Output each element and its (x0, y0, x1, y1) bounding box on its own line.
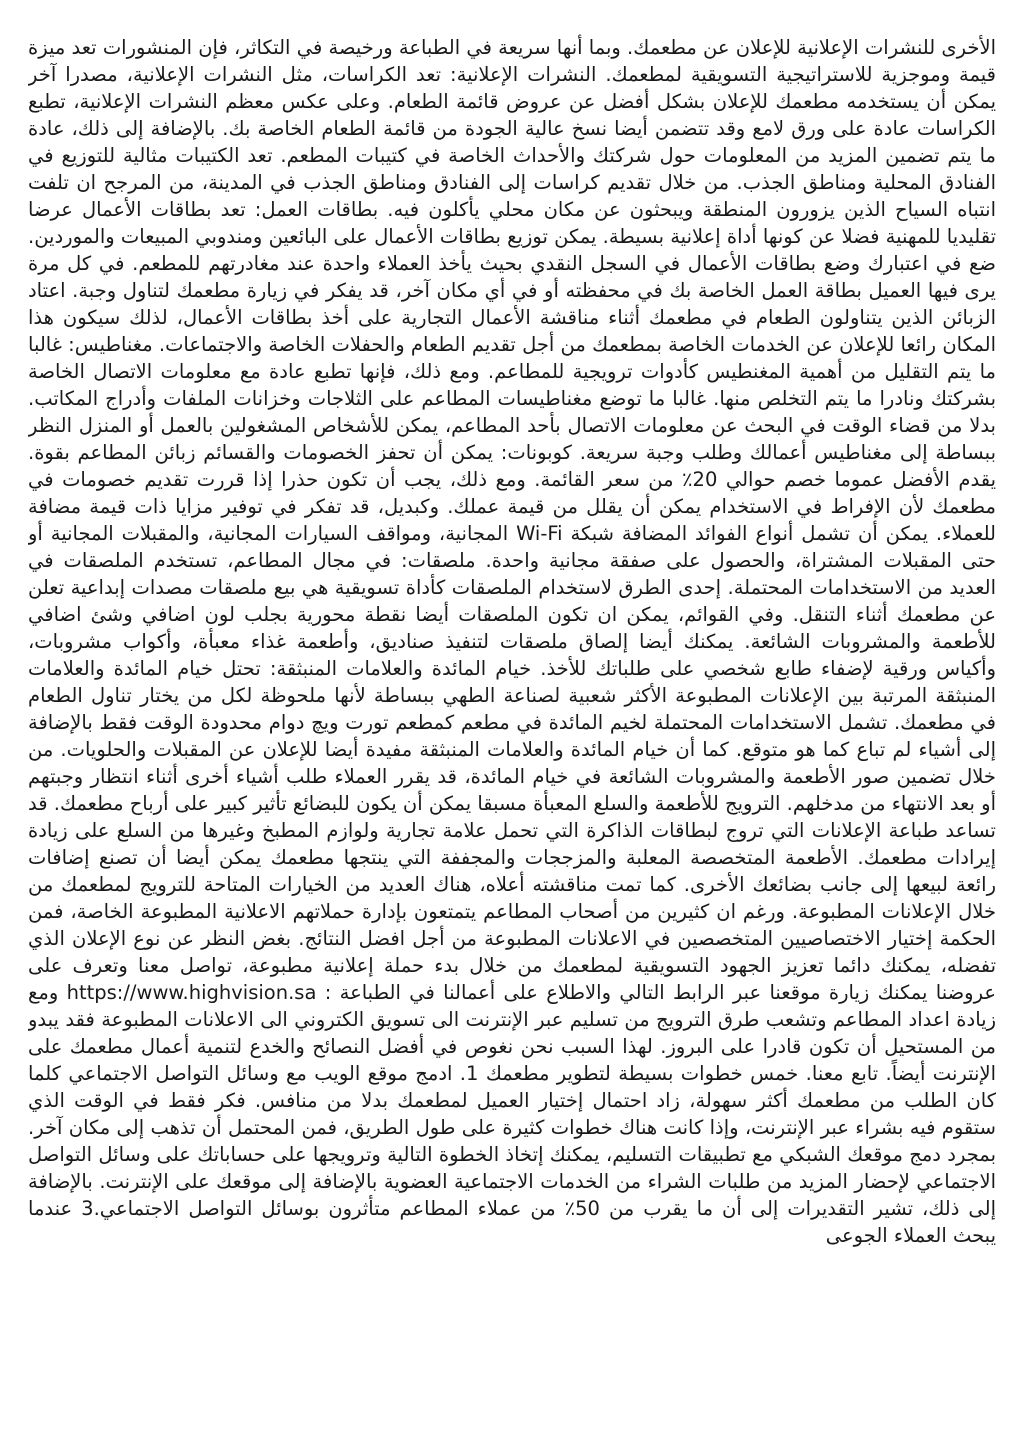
body-paragraph: الأخرى للنشرات الإعلانية للإعلان عن مطعمك. وبما أنها سريعة في الطباعة ورخيصة في التكاثر، فإن المنشورات تعد ميزة قيمة وموجزية للاستراتيجية التسويقية لمطعمك. النشرات الإعلانية: تعد الكراسات، مثل النشرات الإعلانية، مصدرا آخر يمكن أن يستخدمه مطعمك للإعلان بشكل أفضل عن عروض قائمة الطعام. وعلى عكس معظم النشرات الإعلانية، تطبع الكراسات عادة على ورق لامع وقد تتضمن أيضا نسخ عالية الجودة من قائمة الطعام الخاصة بك. بالإضافة إلى ذلك، عادة ما يتم تضمين المزيد من المعلومات حول شركتك والأحداث الخاصة في كتيبات المطعم. تعد الكتيبات مثالية للتوزيع في الفنادق المحلية ومناطق الجذب. من خلال تقديم كراسات إلى الفنادق ومناطق الجذب في المدينة، من المرجح ان تلفت انتباه السياح الذين يزورون المنطقة ويبحثون عن مكان محلي يأكلون فيه. بطاقات العمل: تعد بطاقات الأعمال عرضا تقليديا للمهنية فضلا عن كونها أداة إعلانية بسيطة. يمكن توزيع بطاقات الأعمال على البائعين ومندوبي المبيعات والموردين. ضع في اعتبارك وضع بطاقات الأعمال في السجل النقدي بحيث يأخذ العملاء واحدة عند مغادرتهم للمطعم. في كل مرة يرى فيها العميل بطاقة العمل الخاصة بك في محفظته أو في أي مكان آخر، قد يفكر في زيارة مطعمك لتناول وجبة. اعتاد الزبائن الذين يتناولون الطعام في مطعمك أثناء مناقشة الأعمال التجارية على أخذ بطاقات الأعمال، لذلك سيكون هذا المكان رائعا للإعلان عن الخدمات الخاصة بمطعمك من أجل تقديم الطعام والحفلات الخاصة والاجتماعات. مغناطيس: غالبا ما يتم التقليل من أهمية المغنطيس كأدوات ترويجية للمطاعم. ومع ذلك، فإنها تطبع عادة مع معلومات الاتصال الخاصة بشركتك ونادرا ما يتم التخلص منها. غالبا ما توضع مغناطيسات المطاعم على الثلاجات وخزانات الملفات وأدراج المكاتب. بدلا من قضاء الوقت في البحث عن معلومات الاتصال بأحد المطاعم، يمكن للأشخاص المشغولين بالعمل أو المنزل النظر ببساطة إلى مغناطيس أعمالك وطلب وجبة سريعة. كوبونات: يمكن أن تحفز الخصومات والقسائم زبائن المطاعم بقوة. يقدم الأفضل عموما خصم حوالي 20٪ من سعر القائمة. ومع ذلك، يجب أن تكون حذرا إذا قررت تقديم خصومات في مطعمك لأن الإفراط في الاستخدام يمكن أن يقلل من قيمة عملك. وكبديل، قد تفكر في توفير مزايا ذات قيمة مضافة للعملاء. يمكن أن تشمل أنواع الفوائد المضافة شبكة Wi-Fi المجانية، ومواقف السيارات المجانية، والمقبلات المجانية أو حتى المقبلات المشتراة، والحصول على صفقة مجانية واحدة. ملصقات: في مجال المطاعم، تستخدم الملصقات في العديد من الاستخدامات المحتملة. إحدى الطرق لاستخدام الملصقات كأداة تسويقية هي بيع ملصقات مصدات إبداعية تعلن عن مطعمك أثناء التنقل. وفي القوائم، يمكن ان تكون الملصقات أيضا نقطة محورية بجلب لون اضافي وشئ اضافي للأطعمة والمشروبات الشائعة. يمكنك أيضا إلصاق ملصقات لتنفيذ صناديق، وأطعمة غذاء معبأة، وأكواب مشروبات، وأكياس ورقية لإضفاء طابع شخصي على طلباتك للأخذ. خيام المائدة والعلامات المنبثقة: تحتل خيام المائدة والعلامات المنبثقة المرتبة بين الإعلانات المطبوعة الأكثر شعبية لصناعة الطهي ببساطة لأنها ملحوظة لكل من يختار تناول الطعام في مطعمك. تشمل الاستخدامات المحتملة لخيم المائدة في مطعم كمطعم تورت ويچ دوام محدودة الوقت فقط بالإضافة إلى أشياء لم تباع كما هو متوقع. كما أن خيام المائدة والعلامات المنبثقة مفيدة أيضا للإعلان عن المقبلات والحلويات. من خلال تضمين صور الأطعمة والمشروبات الشائعة في خيام المائدة، قد يقرر العملاء طلب أشياء أخرى أثناء انتظار وجبتهم أو بعد الانتهاء من مدخلهم. الترويج للأطعمة والسلع المعبأة مسبقا يمكن أن يكون للبضائع تأثير كبير على أرباح مطعمك. قد تساعد طباعة الإعلانات التي تروج لبطاقات الذاكرة التي تحمل علامة تجارية ولوازم المطبخ وغيرها من السلع على زيادة إيرادات مطعمك. الأطعمة المتخصصة المعلبة والمزججات والمجففة التي ينتجها مطعمك يمكن أيضا أن تصنع إضافات رائعة لبيعها إلى جانب بضائعك الأخرى. كما تمت مناقشته أعلاه، هناك العديد من الخيارات المتاحة للترويج لمطعمك من خلال الإعلانات المطبوعة. ورغم ان كثيرين من أصحاب المطاعم يتمتعون بإدارة حملاتهم الاعلانية المطبوعة الخاصة، فمن الحكمة إختيار الاختصاصيين المتخصصين في الاعلانات المطبوعة من أجل افضل النتائج. بغض النظر عن نوع الإعلان الذي تفضله، يمكنك دائما تعزيز الجهود التسويقية لمطعمك من خلال بدء حملة إعلانية مطبوعة، تواصل معنا وتعرف على عروضنا يمكنك زيارة موقعنا عبر الرابط التالي والاطلاع على أعمالنا في الطباعة : https://www.highvision.sa ومع زيادة اعداد المطاعم وتشعب طرق الترويج من تسليم عبر الإنترنت الى تسويق الكتروني الى الاعلانات المطبوعة فقد يبدو من المستحيل أن تكون قادرا على البروز. لهذا السبب نحن نغوص في أفضل النصائح والخدع لتنمية أعمال مطعمك على الإنترنت أيضاً. تابع معنا. خمس خطوات بسيطة لتطوير مطعمك 1. ادمج موقع الويب مع وسائل التواصل الاجتماعي كلما كان الطلب من مطعمك أكثر سهولة، زاد احتمال إختيار العميل لمطعمك بدلا من منافس. فكر فقط في الوقت الذي ستقوم فيه بشراء عبر الإنترنت، وإذا كانت هناك خطوات كثيرة على طول الطريق، فمن المحتمل أن تذهب إلى مكان آخر. بمجرد دمج موقعك الشبكي مع تطبيقات التسليم، يمكنك إتخاذ الخطوة التالية وترويجها على حساباتك على وسائل التواصل الاجتماعي لإحضار المزيد من طلبات الشراء من الخدمات الاجتماعية العضوية بالإضافة إلى موقعك على الإنترنت. بالإضافة إلى ذلك، تشير التقديرات إلى أن ما يقرب من 50٪ من عملاء المطاعم متأثرون بوسائل التواصل الاجتماعي.3 عندما يبحث العملاء الجوعى (28, 36, 996, 1247)
document-page (28, 34, 996, 1439)
